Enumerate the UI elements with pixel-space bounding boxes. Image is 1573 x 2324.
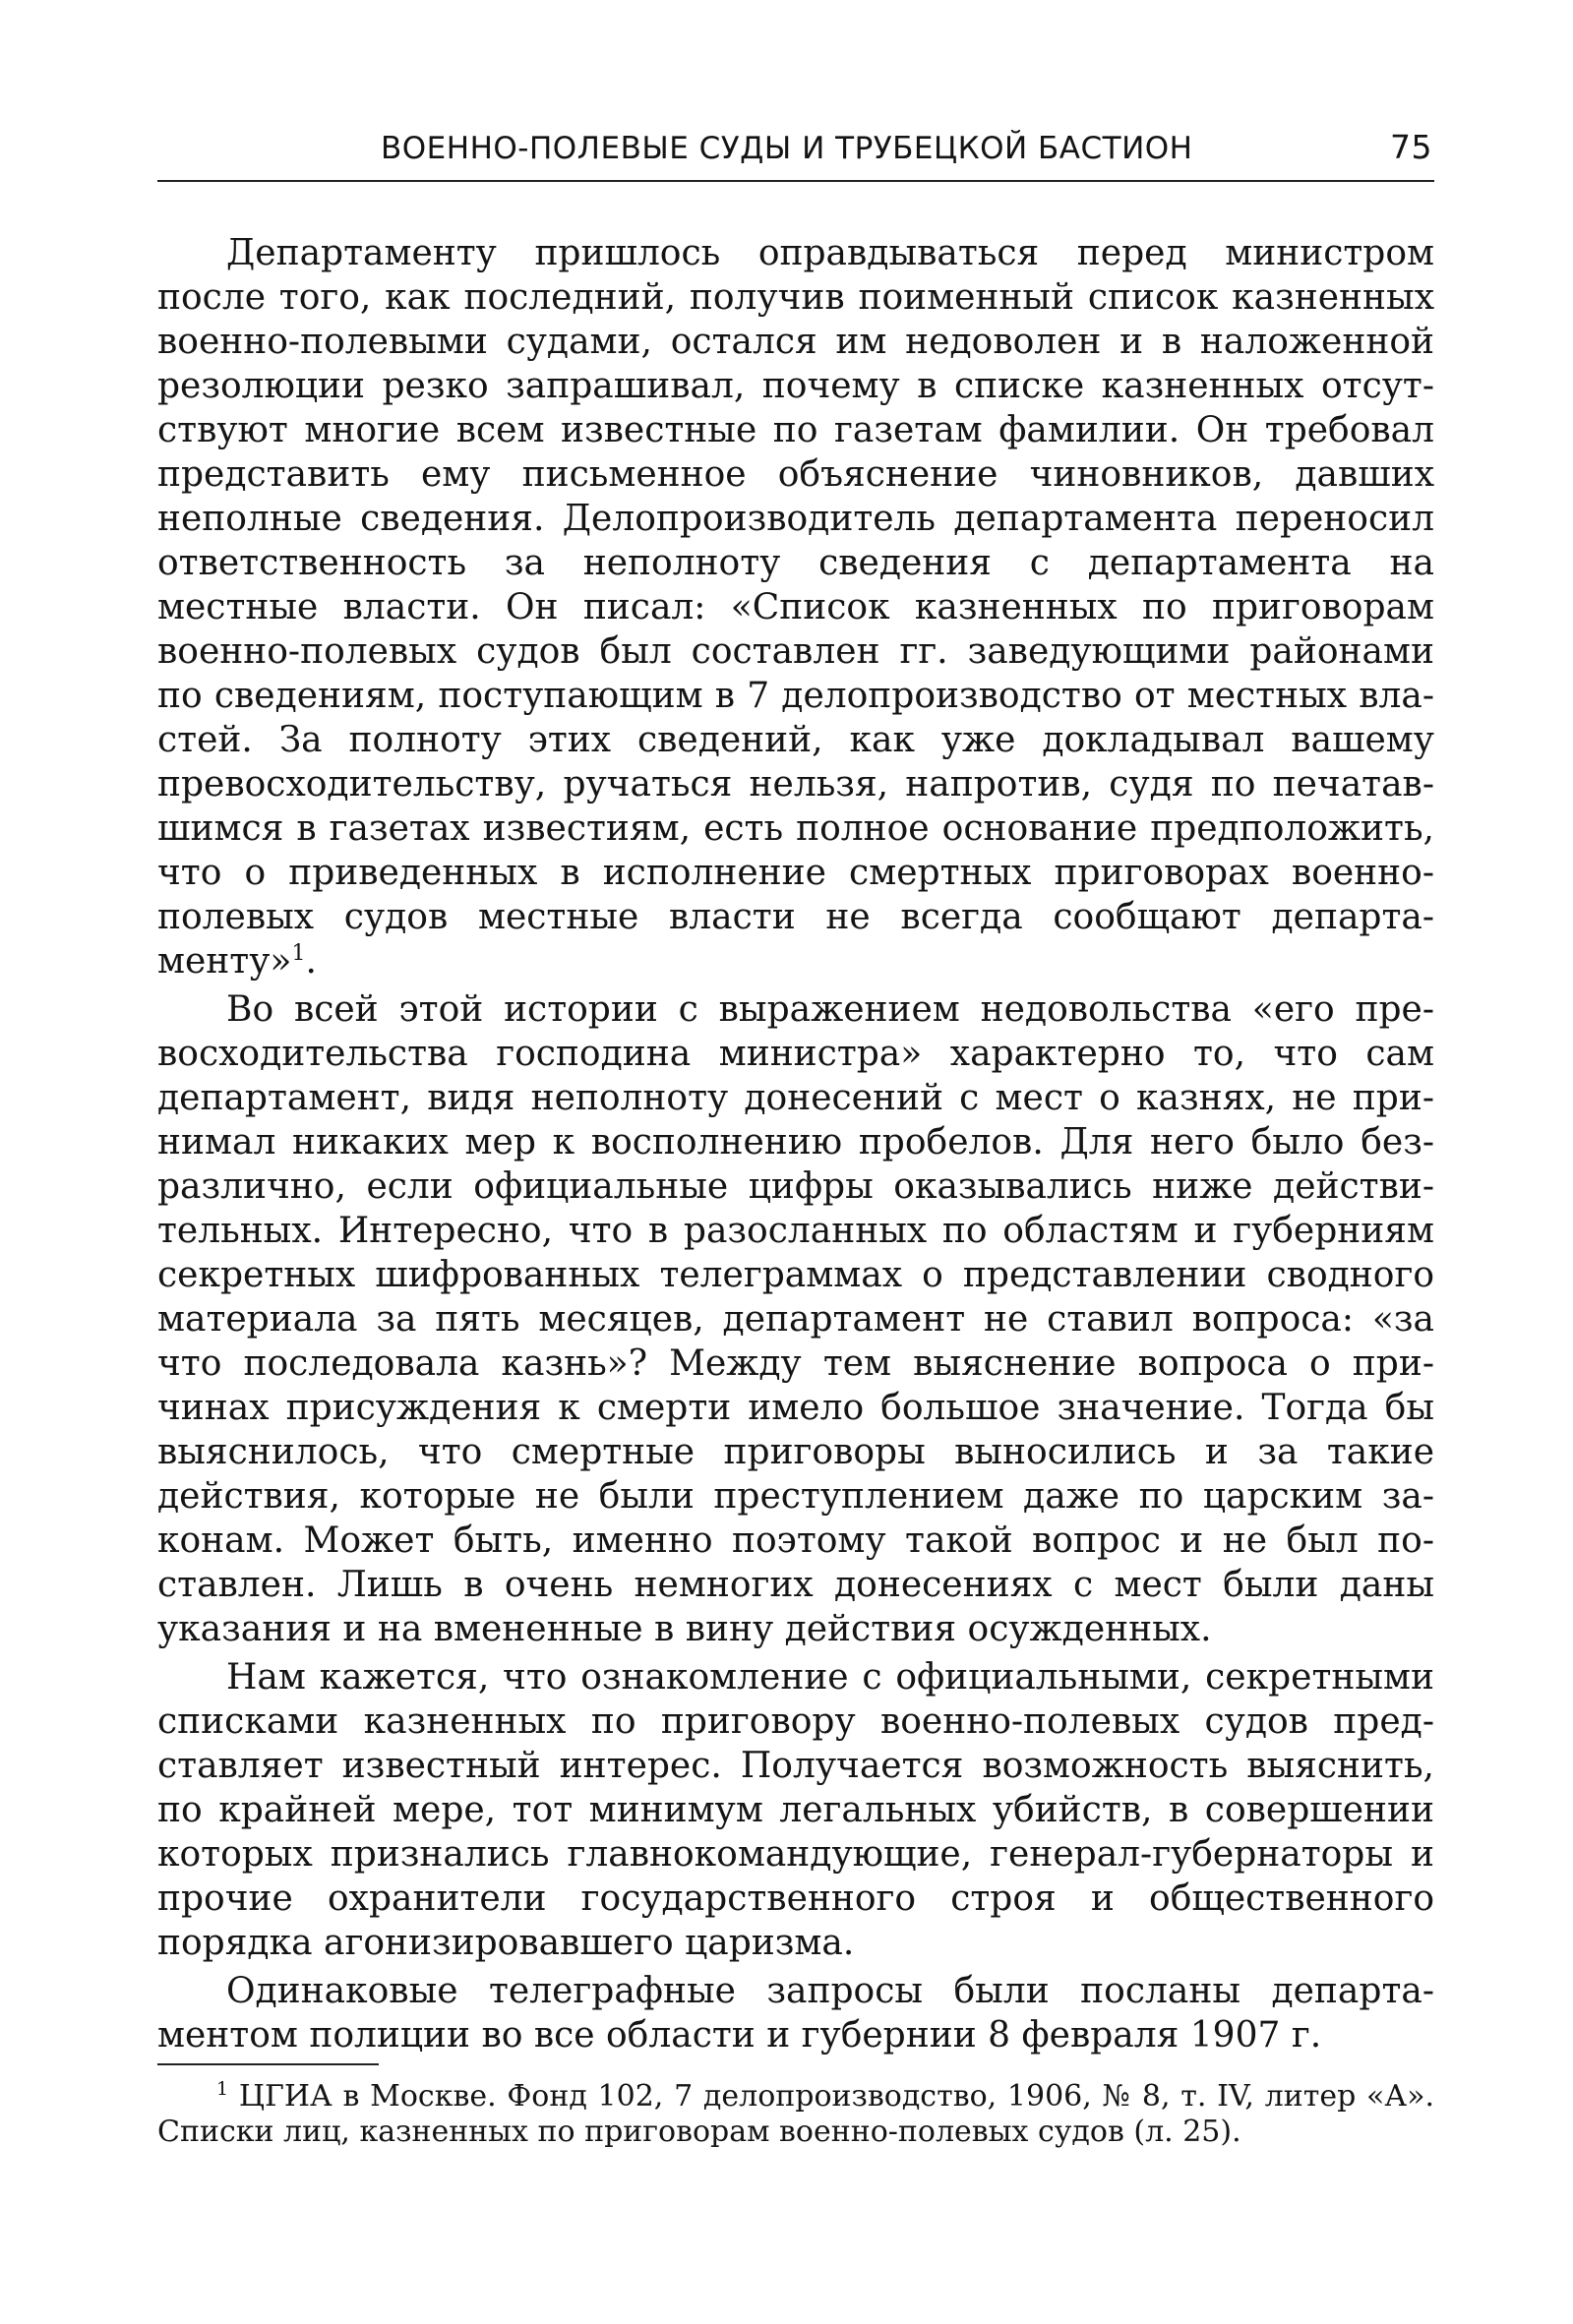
running-title: ВОЕННО-ПОЛЕВЫЕ СУДЫ И ТРУБЕЦКОЙ БАСТИОН — [381, 131, 1193, 166]
book-page — [157, 128, 1434, 2150]
page-number: 75 — [1390, 128, 1432, 166]
paragraph: Нам кажется, что ознакомление с официальными, секретными списками казненных по приговору военно-полевых судов представляет известный интерес. Получается возможность выяснить, по крайней мере, тот минимум легальных убийств, в совершении которых признались главнокомандующие, генерал-губернаторы и прочие охранители государственного строя и общественного порядка агонизировавшего царизма. — [157, 1657, 1434, 1963]
paragraph-text: Департаменту пришлось оправдываться перед министром после того, как последний, получив поименный список казненных военно-полевыми судами, остался им недоволен и в наложенной резолюции резко запрашивал, почему в списке казненных отсутствуют многие всем известные по газетам фамилии. Он требовал представить ему письменное объяснение чиновников, давших неполные сведения. Делопроизводитель департамента переносил ответственность за неполноту сведения с департамента на местные власти. Он писал: «Список казненных по приговорам военно-полевых судов был составлен гг. заведующими районами по сведениям, поступающим в 7 делопроизводство от местных властей. За полноту этих сведений, как уже докладывал вашему превосходительству, ручаться нельзя, напротив, судя по печатавшимся в газетах известиям, есть полное основание предположить, что о приведенных в исполнение смертных приговорах военно-полевых судов местные власти не всегда сообщают департаменту» — [157, 233, 1434, 982]
footnote — [157, 2079, 1434, 2150]
footnote-marker: 1 — [216, 2078, 229, 2100]
body-text — [157, 231, 1434, 2057]
paragraph — [157, 231, 1434, 983]
paragraph: Одинаковые телеграфные запросы были посланы департаментом полиции во все области и губернии 8 февраля 1907 г. — [157, 1971, 1434, 2056]
footnote-text: ЦГИА в Москве. Фонд 102, 7 делопроизводство, 1906, № 8, т. IV, литер «А». Списки лиц, казненных по приговорам военно-полевых судов (л. 25). — [157, 2079, 1434, 2149]
paragraph: Во всей этой истории с выражением недовольства «его превосходительства господина министра» характерно то, что сам департамент, видя неполноту донесений с мест о казнях, не принимал никаких мер к восполнению пробелов. Для него было безразлично, если официальные цифры оказывались ниже действительных. Интересно, что в разосланных по областям и губерниям секретных шифрованных телеграммах о представлении сводного материала за пять месяцев, департамент не ставил вопроса: «за что последовала казнь»? Между тем выяснение вопроса о причинах присуждения к смерти имело большое значение. Тогда бы выяснилось, что смертные приговоры выносились и за такие действия, которые не были преступлением даже по царским законам. Может быть, именно поэтому такой вопрос и не был поставлен. Лишь в очень немногих донесениях с мест были даны указания и на вмененные в вину действия осужденных. — [157, 989, 1434, 1649]
footnote-reference: 1 — [291, 941, 306, 966]
footnote-divider — [157, 2063, 379, 2065]
running-header — [157, 128, 1434, 182]
paragraph-tail: . — [305, 941, 317, 982]
